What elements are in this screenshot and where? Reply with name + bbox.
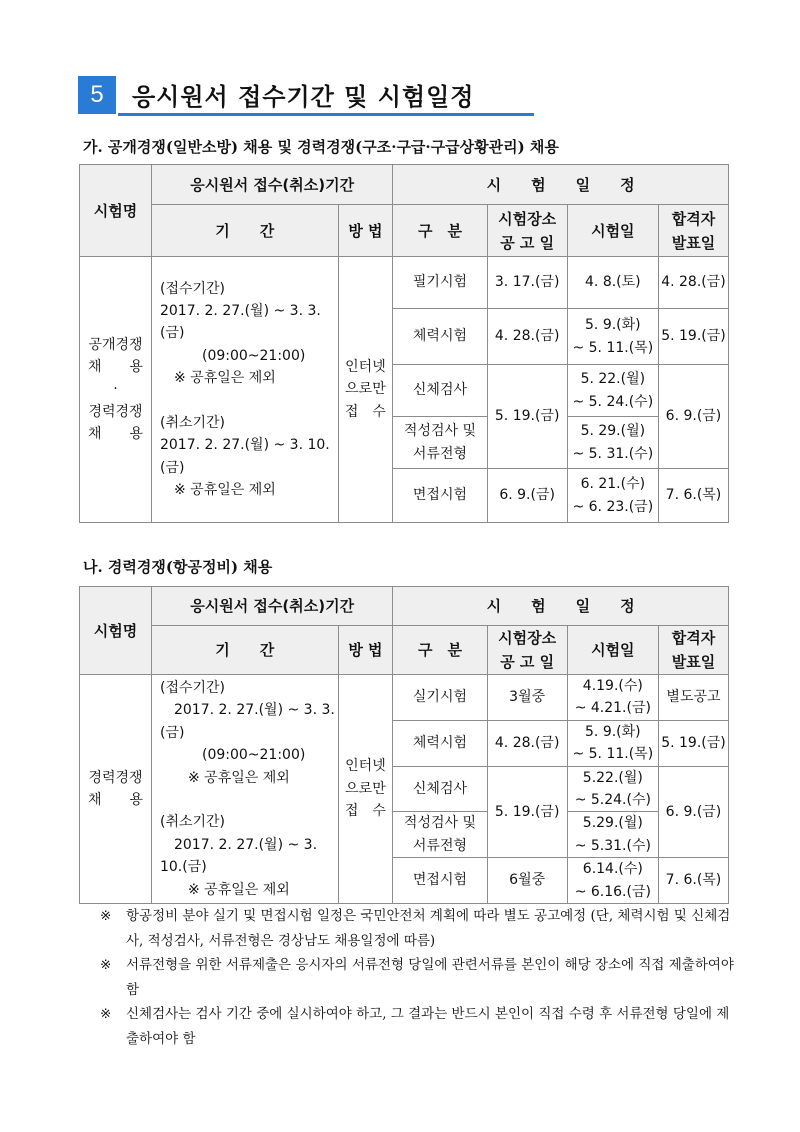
th-exam-name: 시험명 (80, 165, 152, 257)
th-period: 기 간 (151, 205, 338, 257)
th-category: 구 분 (393, 205, 487, 257)
note-mark: ※ (100, 957, 112, 973)
exam-name-cell: 공개경쟁 채 용 · 경력경쟁 채 용 (80, 257, 152, 523)
th-result-date: 합격자 발표일 (658, 626, 728, 675)
category-cell: 실기시험 (393, 675, 487, 721)
date-cell: 4. 8.(토) (567, 257, 658, 309)
category-cell: 체력시험 (393, 309, 487, 365)
th-period: 기 간 (151, 626, 338, 675)
venue-cell: 3월중 (487, 675, 567, 721)
th-method: 방 법 (338, 626, 393, 675)
th-schedule-group: 시 험 일 정 (393, 165, 729, 205)
venue-cell: 4. 28.(금) (487, 309, 567, 365)
note-item (100, 953, 740, 1002)
venue-cell: 5. 19.(금) (487, 365, 567, 469)
notes-list (100, 904, 740, 1051)
result-cell: 별도공고 (658, 675, 728, 721)
category-cell: 신체검사 (393, 766, 487, 812)
date-cell: 5.29.(월) ~ 5.31.(수) (567, 812, 658, 858)
title-underline (118, 113, 534, 116)
date-cell: 6. 21.(수) ~ 6. 23.(금) (567, 469, 658, 523)
period-cell: (접수기간) 2017. 2. 27.(월) ~ 3. 3.(금) (09:00~21:00) ※ 공휴일은 제외 (취소기간) 2017. 2. 27.(월) ~ 3. 10.(금) ※ 공휴일은 제외 (151, 257, 338, 523)
th-schedule-group: 시 험 일 정 (393, 587, 729, 626)
result-cell: 7. 6.(목) (658, 858, 728, 904)
section-header (78, 76, 496, 116)
result-cell: 6. 9.(금) (658, 365, 728, 469)
th-method: 방 법 (338, 205, 393, 257)
exam-name-cell: 경력경쟁 채 용 (80, 675, 152, 904)
schedule-table-2 (79, 586, 729, 904)
category-cell: 신체검사 (393, 365, 487, 417)
th-exam-date: 시험일 (567, 205, 658, 257)
category-cell: 면접시험 (393, 469, 487, 523)
th-period-group: 응시원서 접수(취소)기간 (151, 165, 392, 205)
section-title: 응시원서 접수기간 및 시험일정 (132, 83, 475, 111)
category-cell: 적성검사 및 서류전형 (393, 812, 487, 858)
result-cell: 6. 9.(금) (658, 766, 728, 858)
note-item (100, 904, 740, 953)
result-cell: 4. 28.(금) (658, 257, 728, 309)
result-cell: 7. 6.(목) (658, 469, 728, 523)
method-cell: 인터넷 으로만 접 수 (338, 675, 393, 904)
note-text: 서류전형을 위한 서류제출은 응시자의 서류전형 당일에 관련서류를 본인이 해당 장소에 직접 제출하여야 함 (126, 957, 734, 998)
date-cell: 5. 22.(월) ~ 5. 24.(수) (567, 365, 658, 417)
venue-cell: 4. 28.(금) (487, 720, 567, 766)
date-cell: 5. 9.(화) ~ 5. 11.(목) (567, 720, 658, 766)
date-cell: 4.19.(수) ~ 4.21.(금) (567, 675, 658, 721)
note-mark: ※ (100, 1006, 112, 1022)
venue-cell: 5. 19.(금) (487, 766, 567, 858)
th-result-date: 합격자 발표일 (658, 205, 728, 257)
th-venue-date: 시험장소 공 고 일 (487, 205, 567, 257)
result-cell: 5. 19.(금) (658, 309, 728, 365)
date-cell: 5.22.(월) ~ 5.24.(수) (567, 766, 658, 812)
period-cell: (접수기간) 2017. 2. 27.(월) ~ 3. 3.(금) (09:00~21:00) ※ 공휴일은 제외 (취소기간) 2017. 2. 27.(월) ~ 3. 10.(금) ※ 공휴일은 제외 (151, 675, 338, 904)
category-cell: 필기시험 (393, 257, 487, 309)
category-cell: 적성검사 및 서류전형 (393, 417, 487, 469)
category-cell: 면접시험 (393, 858, 487, 904)
th-period-group: 응시원서 접수(취소)기간 (151, 587, 392, 626)
note-mark: ※ (100, 908, 112, 924)
venue-cell: 6. 9.(금) (487, 469, 567, 523)
date-cell: 5. 29.(월) ~ 5. 31.(수) (567, 417, 658, 469)
date-cell: 6.14.(수) ~ 6.16.(금) (567, 858, 658, 904)
result-cell: 5. 19.(금) (658, 720, 728, 766)
note-text: 항공정비 분야 실기 및 면접시험 일정은 국민안전처 계획에 따라 별도 공고예정 (단, 체력시험 및 신체검사, 적성검사, 서류전형은 경상남도 채용일정에 따름) (126, 908, 731, 949)
th-venue-date: 시험장소 공 고 일 (487, 626, 567, 675)
section-number-badge: 5 (78, 76, 116, 114)
th-exam-name: 시험명 (80, 587, 152, 675)
venue-cell: 6월중 (487, 858, 567, 904)
category-cell: 체력시험 (393, 720, 487, 766)
th-exam-date: 시험일 (567, 626, 658, 675)
subsection-title-1: 가. 공개경쟁(일반소방) 채용 및 경력경쟁(구조·구급·구급상황관리) 채용 (83, 138, 559, 156)
schedule-table-1 (79, 164, 729, 523)
note-item (100, 1002, 740, 1051)
th-category: 구 분 (393, 626, 487, 675)
subsection-title-2: 나. 경력경쟁(항공정비) 채용 (83, 558, 273, 576)
venue-cell: 3. 17.(금) (487, 257, 567, 309)
date-cell: 5. 9.(화) ~ 5. 11.(목) (567, 309, 658, 365)
note-text: 신체검사는 검사 기간 중에 실시하여야 하고, 그 결과는 반드시 본인이 직접 수령 후 서류전형 당일에 제출하여야 함 (126, 1006, 730, 1047)
method-cell: 인터넷 으로만 접 수 (338, 257, 393, 523)
